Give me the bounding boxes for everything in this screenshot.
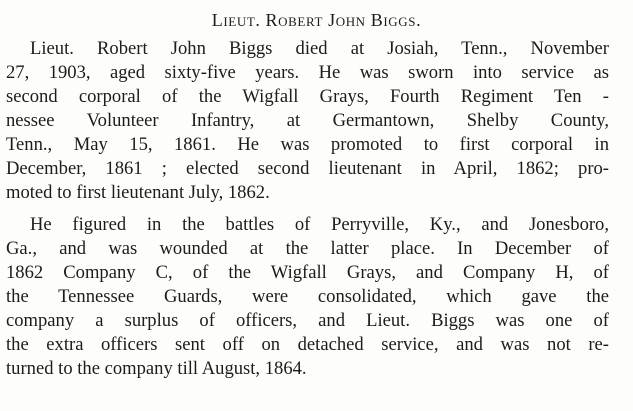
text-line: company a surplus of officers, and Lieut. Biggs was one of	[6, 310, 609, 331]
text-line: Lieut. Robert John Biggs died at Josiah, Tenn., November	[30, 38, 609, 59]
text-line: 27, 1903, aged sixty-five years. He was sworn into service as	[6, 62, 609, 83]
page-title: Lieut. Robert John Biggs.	[211, 10, 422, 30]
text-line: moted to first lieutenant July, 1862.	[6, 182, 270, 203]
text-line: Tenn., May 15, 1861. He was promoted to first corporal in	[6, 134, 609, 155]
text-line: the Tennessee Guards, were consolidated, which gave the	[6, 286, 609, 307]
text-line: 1862 Company C, of the Wigfall Grays, and Company H, of	[6, 262, 609, 283]
text-line: December, 1861 ; elected second lieutenant in April, 1862; pro-	[6, 158, 609, 179]
text-line: turned to the company till August, 1864.	[6, 358, 307, 379]
text-line: second corporal of the Wigfall Grays, Fourth Regiment Ten -	[6, 86, 609, 107]
text-line: nessee Volunteer Infantry, at Germantown, Shelby County,	[6, 110, 609, 131]
text-line: He figured in the battles of Perryville, Ky., and Jonesboro,	[30, 214, 609, 235]
text-line: the extra officers sent off on detached service, and was not re-	[6, 334, 609, 355]
text-line: Ga., and was wounded at the latter place. In December of	[6, 238, 609, 259]
